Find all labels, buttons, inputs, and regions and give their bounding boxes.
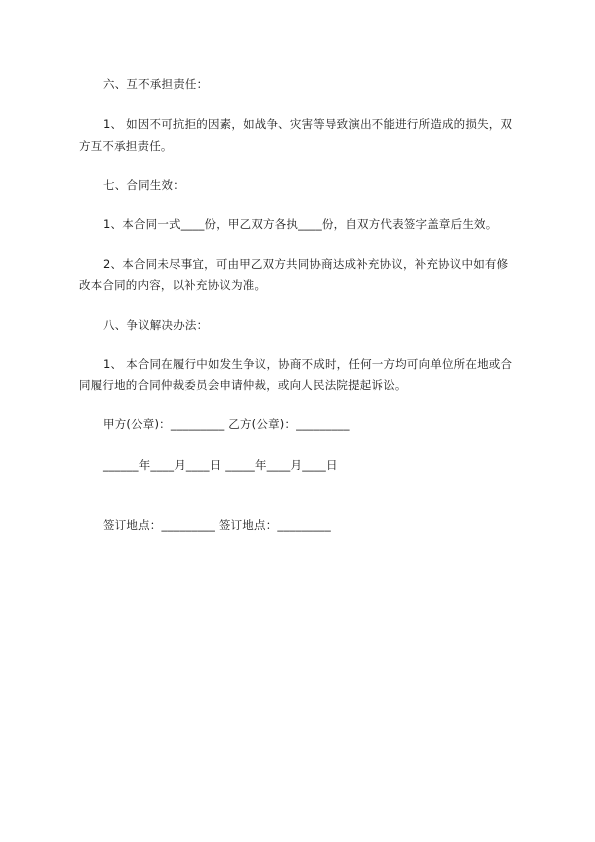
section-7-item-1-line-1: 1、本合同一式____份，甲乙双方各执____份，自双方代表签字盖章后生效。 (103, 217, 498, 231)
signing-place-line: 签订地点：_________ 签订地点：_________ (103, 518, 331, 532)
section-7-item-2-line-1: 2、本合同未尽事宜，可由甲乙双方共同协商达成补充协议，补充协议中如有修 (103, 257, 509, 271)
section-6-item-1-line-2: 方互不承担责任。 (79, 139, 173, 153)
party-seal-line: 甲方(公章)：_________ 乙方(公章)：_________ (103, 417, 350, 431)
section-heading-7: 七、合同生效： (103, 178, 185, 192)
section-6-item-1-line-1: 1、 如因不可抗拒的因素，如战争、灾害等导致演出不能进行所造成的损失，双 (103, 117, 513, 131)
signing-date-line: ______年____月____日 _____年____月____日 (103, 458, 338, 472)
section-8-item-1-line-1: 1、 本合同在履行中如发生争议，协商不成时，任何一方均可向单位所在地或合 (103, 357, 513, 371)
section-heading-6: 六、互不承担责任： (103, 77, 209, 91)
section-7-item-2-line-2: 改本合同的内容，以补充协议为准。 (79, 278, 267, 292)
section-heading-8: 八、争议解决办法： (103, 318, 209, 332)
section-8-item-1-line-2: 同履行地的合同仲裁委员会申请仲裁，或向人民法院提起诉讼。 (79, 378, 407, 392)
